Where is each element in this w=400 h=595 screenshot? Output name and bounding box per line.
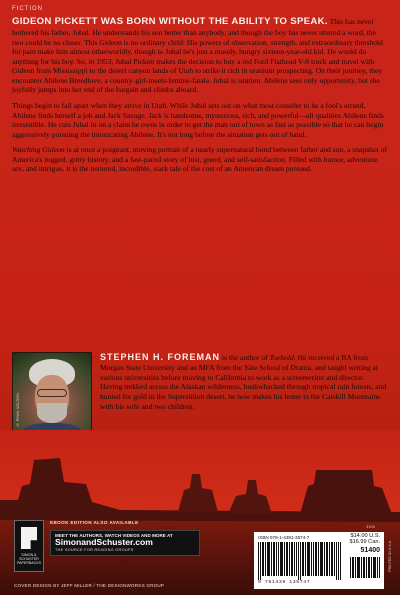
publisher-logo: SIMON & SCHUSTER PAPERBACKS	[14, 520, 44, 572]
blurb-paragraph-1-body: This has never bothered his father, Jubal. He understands his son better than anybody, and though the boy has never uttered a word, the two could be no closer. This Gideon is no ordinary child: His powers of observation, strength, and extraordinary threshold for pain make him almost otherworldly, though to Jubal he's just a moody, hungry sixteen-year-old kid. He would do anything for his boy. So, in 1953, Jubal Pickett makes the decision to buy a red Ford Flathead V-8 truck and travel with Gideon from Mississippi to the desert canyon lands of Utah to strike it rich in uranium prospecting. On their journey, they encounter Abilene Breedlove, a country-girl-meets-femme-fatale. Jubal is smitten. Abilene sees only opportunity, but she joyfully jumps into her end of the bargain and climbs aboard.	[12, 17, 383, 95]
promo-box	[50, 530, 200, 556]
cover-design-credit: COVER DESIGN BY JEFF MILLER / THE DESIGNWORKS GROUP	[14, 583, 165, 588]
isbn-barcode	[258, 542, 342, 580]
price-barcode	[350, 557, 380, 578]
promo-line: MEET THE AUTHORS, WATCH VIDEOS AND MORE AT	[55, 533, 173, 538]
author-bio: STEPHEN H. FOREMAN is the author of Toehold. He received a BA from Morgan State University and an MFA from the Yale School of Drama, and taught writing at various universities before moving to California to work as a screenwriter and director. Having trekked across the Alaskan wilderness, bushwhacked through tropical rain forests, and hunted for gold in the Superstition desert, he now makes his home in the Catskill Mountains with his wife and two children.	[100, 352, 387, 411]
author-previous-book: Toehold	[269, 353, 294, 362]
isbn-text: ISBN 978-1-4391-3574-7	[258, 535, 310, 540]
book-title-italic: Watching Gideon	[12, 145, 65, 155]
inventory-number: 3105	[366, 524, 375, 529]
side-reference: PRINTED IN U.S.A.	[388, 540, 392, 572]
category-label: FICTION	[12, 6, 43, 12]
price-code: 51400	[360, 547, 380, 554]
price-block	[350, 533, 380, 546]
blurb-paragraph-3-body: is at once a poignant, moving portrait of a nearly supernatural bond between father and son, a snapshot of America's rugged, gritty history, and a fast-paced story of lust, greed, and self-satisfaction. Filled with humor, adventure, sex, and intrigue, it is the textured, incredible, stark tale of the cost of an American dream pursued.	[12, 145, 388, 174]
publisher-website: SimonandSchuster.com	[55, 537, 153, 548]
blurb-paragraph-3	[12, 145, 388, 174]
photo-credit: © RYAN NELSON	[15, 393, 20, 428]
barcode-panel	[254, 532, 384, 589]
promo-tagline: THE SOURCE FOR READING GROUPS	[55, 547, 134, 552]
blurb-paragraph-2: Things begin to fall apart when they arrive in Utah. While Jubal sets out on what most consider to be a fool's errand, Abilene finds herself a job and Jack Savage. Jack is handsome, mysterious, rich, and powerful—all qualities Abilene finds irresistible. He cuts Jubal in on a claim he owns in order to get the man out of town as fast as possible so that he can begin aggressively pursuing the intoxicating Abilene. It's not long before the situation gets out of hand.	[12, 101, 384, 139]
price-canada: $16.99 Can.	[349, 539, 380, 546]
price-us: $14.00 U.S.	[350, 533, 380, 539]
author-name: STEPHEN H. FOREMAN	[100, 352, 221, 362]
publisher-mark-icon	[21, 527, 37, 549]
barcode-digits: 9 781439 135747	[258, 580, 311, 585]
blurb-paragraph-1	[12, 16, 388, 95]
blurb-text	[12, 16, 388, 180]
blurb-lead: GIDEON PICKETT WAS BORN WITHOUT THE ABILITY TO SPEAK.	[12, 16, 328, 27]
ebook-note: EBOOK EDITION ALSO AVAILABLE	[50, 520, 139, 525]
